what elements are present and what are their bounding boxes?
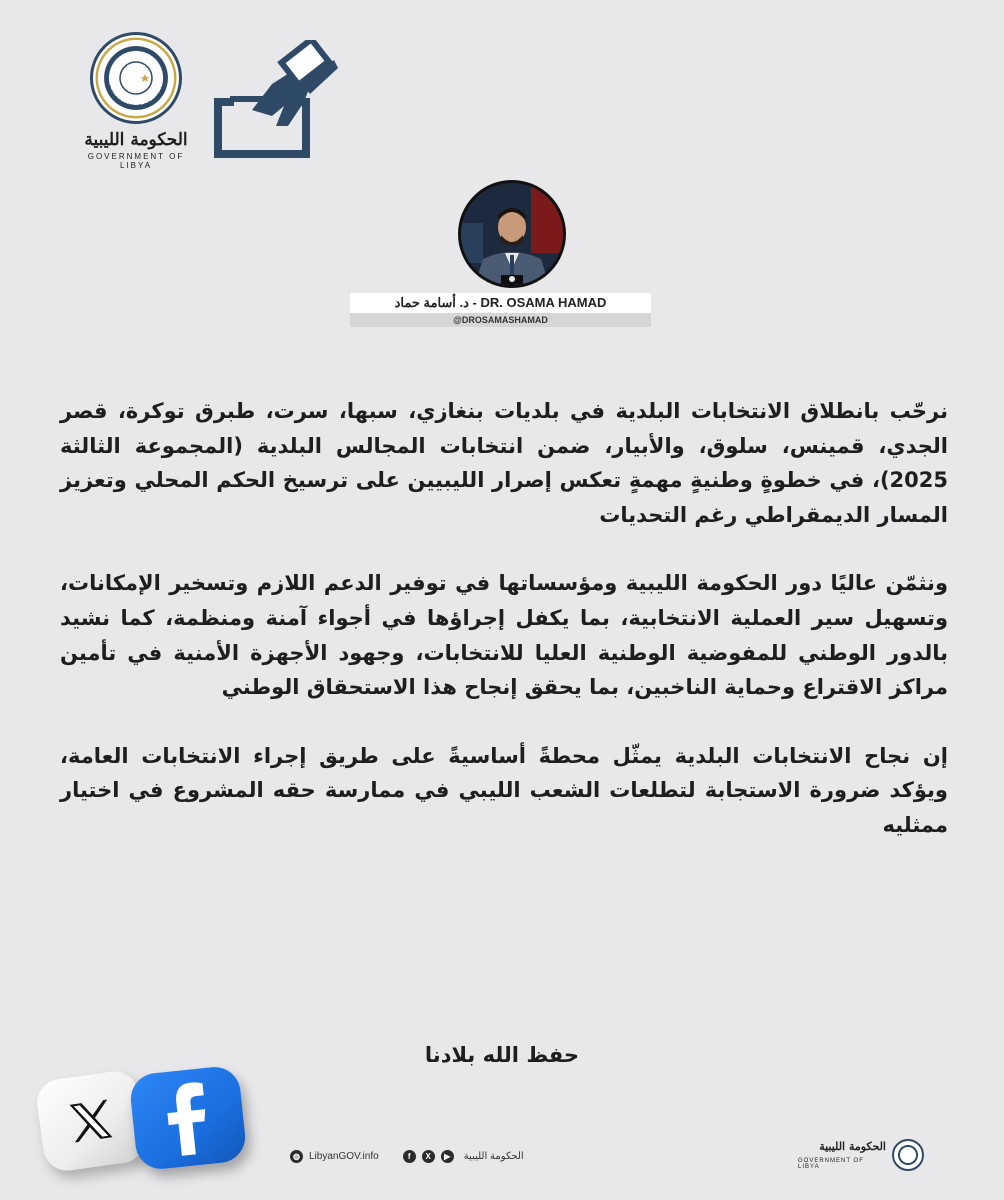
footer-logo-arabic: الحكومة الليبية xyxy=(819,1140,886,1153)
profile-handle: @DROSAMASHAMAD xyxy=(350,313,651,327)
paragraph-1: نرحّب بانطلاق الانتخابات البلدية في بلديات بنغازي، سبها، سرت، طبرق توكرة، قصر الجدي، قمينس، سلوق، والأبيار، ضمن انتخابات المجالس البلدية (المجموعة الثالثة 2025)، في خطوةٍ وطنيةٍ مهمةٍ تعكس إصرار الليبيين على ترسيخ الحكم المحلي وتعزيز المسار الديمقراطي رغم التحديات xyxy=(60,399,948,527)
paragraph-3: إن نجاح الانتخابات البلدية يمثّل محطةً أساسيةً على طريق إجراء الانتخابات العامة، ويؤكد ضرورة الاستجابة لتطلعات الشعب الليبي في ممارسة حقه المشروع في اختيار ممثليه xyxy=(60,743,948,837)
x-logo-icon xyxy=(34,1068,148,1173)
government-seal-logo xyxy=(72,32,200,170)
facebook-icon[interactable]: f xyxy=(403,1150,416,1163)
footer-links xyxy=(290,1146,530,1166)
footer-logo-english: GOVERNMENT OF LIBYA xyxy=(798,1158,864,1170)
closing-line: حفظ الله بلادنا xyxy=(424,1043,580,1067)
seal-english-title: GOVERNMENT OF LIBYA xyxy=(87,152,185,170)
profile-avatar xyxy=(458,180,566,288)
footer-government-logo xyxy=(798,1138,924,1174)
seal-arabic-title: الحكومة الليبية xyxy=(84,130,188,150)
footer-seal-icon xyxy=(892,1139,924,1171)
facebook-logo-icon xyxy=(128,1065,247,1172)
seal-inner-text: GOVERNMENT OF LIBYA xyxy=(104,84,167,111)
ballot-box-vote-icon xyxy=(214,40,338,158)
footer-page-name: الحكومة الليبية xyxy=(463,1150,524,1162)
profile-name: د. أسامة حماد - DR. OSAMA HAMAD xyxy=(350,293,651,313)
paragraph-2: ونثمّن عاليًا دور الحكومة الليبية ومؤسساتها في توفير الدعم اللازم وتسخير الإمكانات، وتسهيل سير العملية الانتخابية، بما يكفل إجراؤها في أجواء آمنة ومنظمة، كما نشيد بالدور الوطني للمفوضية الوطنية العليا للانتخابات، وجهود الأجهزة الأمنية في تأمين مراكز الاقتراع وحماية الناخبين، بما يحقق إنجاح هذا الاستحقاق الوطني xyxy=(60,571,948,700)
x-icon[interactable]: X xyxy=(422,1150,435,1163)
statement-body xyxy=(60,394,948,877)
youtube-icon[interactable]: ▶ xyxy=(441,1150,454,1163)
globe-icon: ◍ xyxy=(290,1150,303,1163)
website-link[interactable]: LibyanGOV.info xyxy=(309,1150,379,1162)
seal-emblem-icon xyxy=(90,32,182,124)
